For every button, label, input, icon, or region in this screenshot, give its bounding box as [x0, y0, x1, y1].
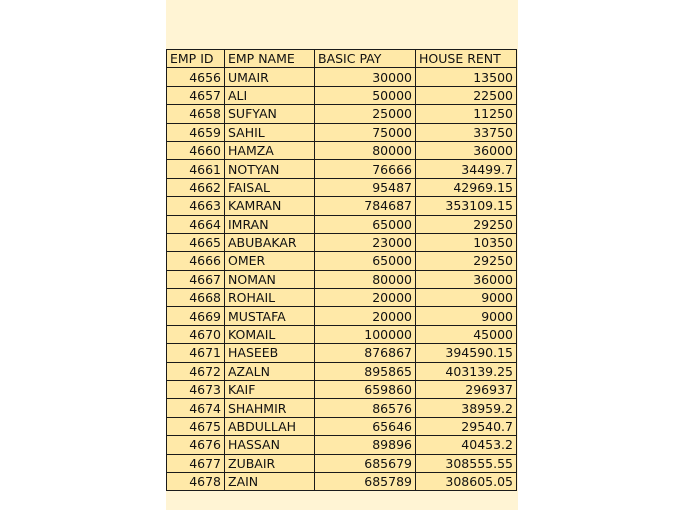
- table-row: [167, 141, 517, 159]
- table-row: [167, 86, 517, 104]
- emp-name-cell[interactable]: ABDULLAH: [225, 417, 315, 435]
- table-row: [167, 123, 517, 141]
- emp-id-cell[interactable]: 4666: [167, 252, 225, 270]
- house-rent-cell[interactable]: 36000: [416, 141, 517, 159]
- house-rent-cell[interactable]: 9000: [416, 289, 517, 307]
- table-row: [167, 233, 517, 251]
- basic-pay-cell[interactable]: 784687: [315, 197, 416, 215]
- emp-id-cell[interactable]: 4659: [167, 123, 225, 141]
- emp-name-cell[interactable]: KAIF: [225, 381, 315, 399]
- basic-pay-cell[interactable]: 95487: [315, 178, 416, 196]
- basic-pay-cell[interactable]: 659860: [315, 381, 416, 399]
- basic-pay-cell[interactable]: 76666: [315, 160, 416, 178]
- house-rent-cell[interactable]: 308555.55: [416, 454, 517, 472]
- emp-id-cell[interactable]: 4675: [167, 417, 225, 435]
- house-rent-cell[interactable]: 29250: [416, 215, 517, 233]
- emp-name-cell[interactable]: UMAIR: [225, 68, 315, 86]
- basic-pay-cell[interactable]: 80000: [315, 270, 416, 288]
- table-row: [167, 362, 517, 380]
- basic-pay-cell[interactable]: 89896: [315, 436, 416, 454]
- emp-id-cell[interactable]: 4671: [167, 344, 225, 362]
- emp-name-cell[interactable]: HASEEB: [225, 344, 315, 362]
- table-row: [167, 270, 517, 288]
- house-rent-cell[interactable]: 353109.15: [416, 197, 517, 215]
- employee-table: [166, 49, 517, 491]
- basic-pay-cell[interactable]: 75000: [315, 123, 416, 141]
- emp-id-cell[interactable]: 4670: [167, 325, 225, 343]
- emp-name-cell[interactable]: IMRAN: [225, 215, 315, 233]
- header-basic-pay[interactable]: BASIC PAY: [315, 50, 416, 68]
- house-rent-cell[interactable]: 296937: [416, 381, 517, 399]
- emp-id-cell[interactable]: 4665: [167, 233, 225, 251]
- emp-id-cell[interactable]: 4657: [167, 86, 225, 104]
- basic-pay-cell[interactable]: 25000: [315, 105, 416, 123]
- basic-pay-cell[interactable]: 20000: [315, 307, 416, 325]
- table-row: [167, 454, 517, 472]
- table-row: [167, 215, 517, 233]
- table-row: [167, 472, 517, 490]
- basic-pay-cell[interactable]: 65000: [315, 252, 416, 270]
- basic-pay-cell[interactable]: 30000: [315, 68, 416, 86]
- house-rent-cell[interactable]: 33750: [416, 123, 517, 141]
- emp-name-cell[interactable]: ZAIN: [225, 472, 315, 490]
- emp-id-cell[interactable]: 4677: [167, 454, 225, 472]
- emp-name-cell[interactable]: AZALN: [225, 362, 315, 380]
- table-row: [167, 381, 517, 399]
- basic-pay-cell[interactable]: 65646: [315, 417, 416, 435]
- emp-id-cell[interactable]: 4662: [167, 178, 225, 196]
- house-rent-cell[interactable]: 9000: [416, 307, 517, 325]
- table-row: [167, 252, 517, 270]
- house-rent-cell[interactable]: 403139.25: [416, 362, 517, 380]
- header-emp-id[interactable]: EMP ID: [167, 50, 225, 68]
- emp-name-cell[interactable]: ABUBAKAR: [225, 233, 315, 251]
- house-rent-cell[interactable]: 13500: [416, 68, 517, 86]
- house-rent-cell[interactable]: 36000: [416, 270, 517, 288]
- basic-pay-cell[interactable]: 685679: [315, 454, 416, 472]
- table-row: [167, 105, 517, 123]
- house-rent-cell[interactable]: 22500: [416, 86, 517, 104]
- emp-name-cell[interactable]: MUSTAFA: [225, 307, 315, 325]
- basic-pay-cell[interactable]: 80000: [315, 141, 416, 159]
- table-row: [167, 436, 517, 454]
- house-rent-cell[interactable]: 34499.7: [416, 160, 517, 178]
- emp-name-cell[interactable]: KAMRAN: [225, 197, 315, 215]
- house-rent-cell[interactable]: 308605.05: [416, 472, 517, 490]
- emp-name-cell[interactable]: HASSAN: [225, 436, 315, 454]
- basic-pay-cell[interactable]: 20000: [315, 289, 416, 307]
- house-rent-cell[interactable]: 29540.7: [416, 417, 517, 435]
- basic-pay-cell[interactable]: 895865: [315, 362, 416, 380]
- emp-id-cell[interactable]: 4678: [167, 472, 225, 490]
- table-row: [167, 344, 517, 362]
- table-row: [167, 399, 517, 417]
- basic-pay-cell[interactable]: 685789: [315, 472, 416, 490]
- table-row: [167, 417, 517, 435]
- emp-id-cell[interactable]: 4658: [167, 105, 225, 123]
- emp-name-cell[interactable]: FAISAL: [225, 178, 315, 196]
- emp-name-cell[interactable]: SAHIL: [225, 123, 315, 141]
- basic-pay-cell[interactable]: 23000: [315, 233, 416, 251]
- emp-id-cell[interactable]: 4664: [167, 215, 225, 233]
- basic-pay-cell[interactable]: 86576: [315, 399, 416, 417]
- emp-name-cell[interactable]: SHAHMIR: [225, 399, 315, 417]
- emp-name-cell[interactable]: ZUBAIR: [225, 454, 315, 472]
- house-rent-cell[interactable]: 11250: [416, 105, 517, 123]
- house-rent-cell[interactable]: 42969.15: [416, 178, 517, 196]
- emp-name-cell[interactable]: NOTYAN: [225, 160, 315, 178]
- basic-pay-cell[interactable]: 50000: [315, 86, 416, 104]
- emp-name-cell[interactable]: NOMAN: [225, 270, 315, 288]
- table-row: [167, 68, 517, 86]
- table-row: [167, 178, 517, 196]
- emp-name-cell[interactable]: KOMAIL: [225, 325, 315, 343]
- emp-id-cell[interactable]: 4660: [167, 141, 225, 159]
- emp-id-cell[interactable]: 4676: [167, 436, 225, 454]
- basic-pay-cell[interactable]: 876867: [315, 344, 416, 362]
- emp-id-cell[interactable]: 4656: [167, 68, 225, 86]
- house-rent-cell[interactable]: 10350: [416, 233, 517, 251]
- emp-id-cell[interactable]: 4672: [167, 362, 225, 380]
- emp-name-cell[interactable]: HAMZA: [225, 141, 315, 159]
- emp-id-cell[interactable]: 4673: [167, 381, 225, 399]
- house-rent-cell[interactable]: 394590.15: [416, 344, 517, 362]
- table-row: [167, 160, 517, 178]
- header-house-rent[interactable]: HOUSE RENT: [416, 50, 517, 68]
- basic-pay-cell[interactable]: 65000: [315, 215, 416, 233]
- emp-id-cell[interactable]: 4669: [167, 307, 225, 325]
- emp-name-cell[interactable]: SUFYAN: [225, 105, 315, 123]
- table-row: [167, 325, 517, 343]
- house-rent-cell[interactable]: 38959.2: [416, 399, 517, 417]
- house-rent-cell[interactable]: 29250: [416, 252, 517, 270]
- emp-name-cell[interactable]: ROHAIL: [225, 289, 315, 307]
- emp-name-cell[interactable]: ALI: [225, 86, 315, 104]
- emp-id-cell[interactable]: 4674: [167, 399, 225, 417]
- header-row: [167, 50, 517, 68]
- header-emp-name[interactable]: EMP NAME: [225, 50, 315, 68]
- table-row: [167, 307, 517, 325]
- table-row: [167, 289, 517, 307]
- emp-name-cell[interactable]: OMER: [225, 252, 315, 270]
- table-row: [167, 197, 517, 215]
- basic-pay-cell[interactable]: 100000: [315, 325, 416, 343]
- emp-id-cell[interactable]: 4661: [167, 160, 225, 178]
- house-rent-cell[interactable]: 45000: [416, 325, 517, 343]
- emp-id-cell[interactable]: 4667: [167, 270, 225, 288]
- emp-id-cell[interactable]: 4668: [167, 289, 225, 307]
- emp-id-cell[interactable]: 4663: [167, 197, 225, 215]
- house-rent-cell[interactable]: 40453.2: [416, 436, 517, 454]
